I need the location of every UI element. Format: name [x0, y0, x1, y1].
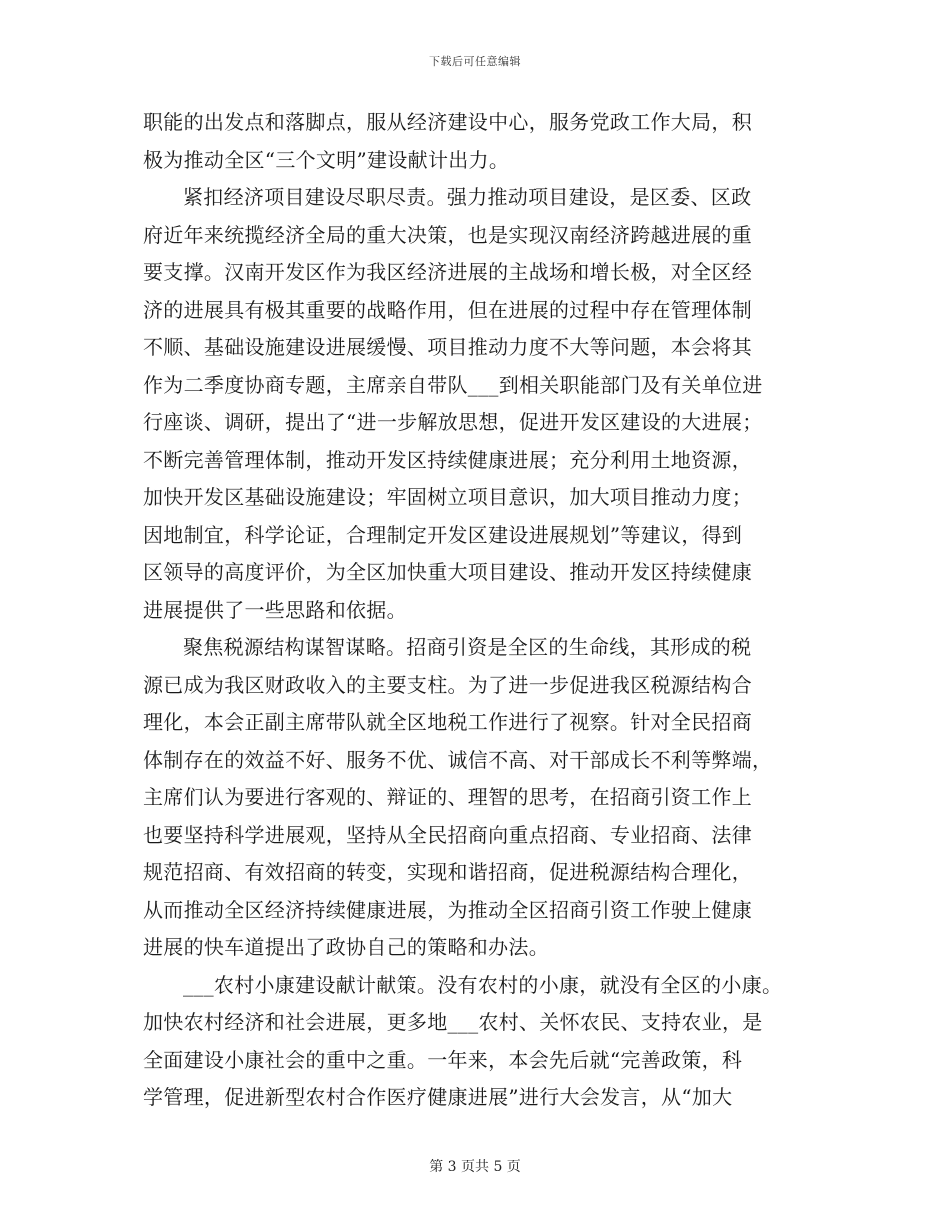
- paragraph-first-line: 聚焦税源结构谋智谋略。招商引资是全区的生命线，其形成的税: [183, 635, 752, 659]
- page-header: 下载后可任意编辑: [429, 55, 521, 68]
- text-line: 作为二季度协商专题，主席亲自带队___到相关职能部门及有关单位进: [143, 372, 763, 397]
- paragraph-first-line: ___农村小康建设献计献策。没有农村的小康，就没有全区的小康。: [183, 972, 783, 997]
- text-line: 区领导的高度评价，为全区加快重大项目建设、推动开发区持续健康: [143, 560, 752, 584]
- text-line: 府近年来统揽经济全局的重大决策，也是实现汉南经济跨越进展的重: [143, 222, 752, 247]
- text-line: 职能的出发点和落脚点，服从经济建设中心，服务党政工作大局，积: [143, 110, 752, 134]
- text-line: 也要坚持科学进展观，坚持从全民招商向重点招商、专业招商、法律: [143, 822, 752, 847]
- text-line: 体制存在的效益不好、服务不优、诚信不高、对干部成长不利等弊端，: [143, 747, 773, 772]
- text-line: 理化，本会正副主席带队就全区地税工作进行了视察。针对全民招商: [143, 710, 752, 734]
- text-line: 源已成为我区财政收入的主要支柱。为了进一步促进我区税源结构合: [143, 672, 752, 697]
- text-line: 极为推动全区“三个文明”建设献计出力。: [143, 147, 510, 172]
- text-line: 规范招商、有效招商的转变，实现和谐招商，促进税源结构合理化，: [143, 860, 752, 884]
- text-line: 进展提供了一些思路和依据。: [143, 597, 407, 622]
- text-line: 加快农村经济和社会进展，更多地___农村、关怀农民、支持农业，是: [143, 1010, 763, 1034]
- paragraph-first-line: 紧扣经济项目建设尽职尽责。强力推动项目建设，是区委、区政: [183, 185, 752, 209]
- document-body: [143, 104, 823, 1117]
- text-line: 济的进展具有极其重要的战略作用，但在进展的过程中存在管理体制: [143, 297, 752, 322]
- text-line: 主席们认为要进行客观的、辩证的、理智的思考，在招商引资工作上: [143, 785, 752, 809]
- text-line: 不断完善管理体制，推动开发区持续健康进展；充分利用土地资源，: [143, 447, 752, 472]
- text-line: 加快开发区基础设施建设；牢固树立项目意识，加大项目推动力度；: [143, 485, 752, 509]
- page-number-footer: 第 3 页共 5 页: [429, 1159, 521, 1175]
- text-line: 从而推动全区经济持续健康进展，为推动全区招商引资工作驶上健康: [143, 897, 752, 922]
- text-line: 不顺、基础设施建设进展缓慢、项目推动力度不大等问题，本会将其: [143, 335, 752, 359]
- text-line: 学管理，促进新型农村合作医疗健康进展”进行大会发言，从“加大: [143, 1085, 733, 1109]
- text-line: 要支撑。汉南开发区作为我区经济进展的主战场和增长极，对全区经: [143, 260, 752, 284]
- text-line: 行座谈、调研，提出了“进一步解放思想，促进开发区建设的大进展；: [143, 410, 763, 434]
- text-line: 全面建设小康社会的重中之重。一年来，本会先后就“完善政策，科: [143, 1047, 743, 1072]
- text-line: 进展的快车道提出了政协自己的策略和办法。: [143, 935, 549, 959]
- text-line: 因地制宜，科学论证，合理制定开发区建设进展规划”等建议，得到: [143, 522, 743, 547]
